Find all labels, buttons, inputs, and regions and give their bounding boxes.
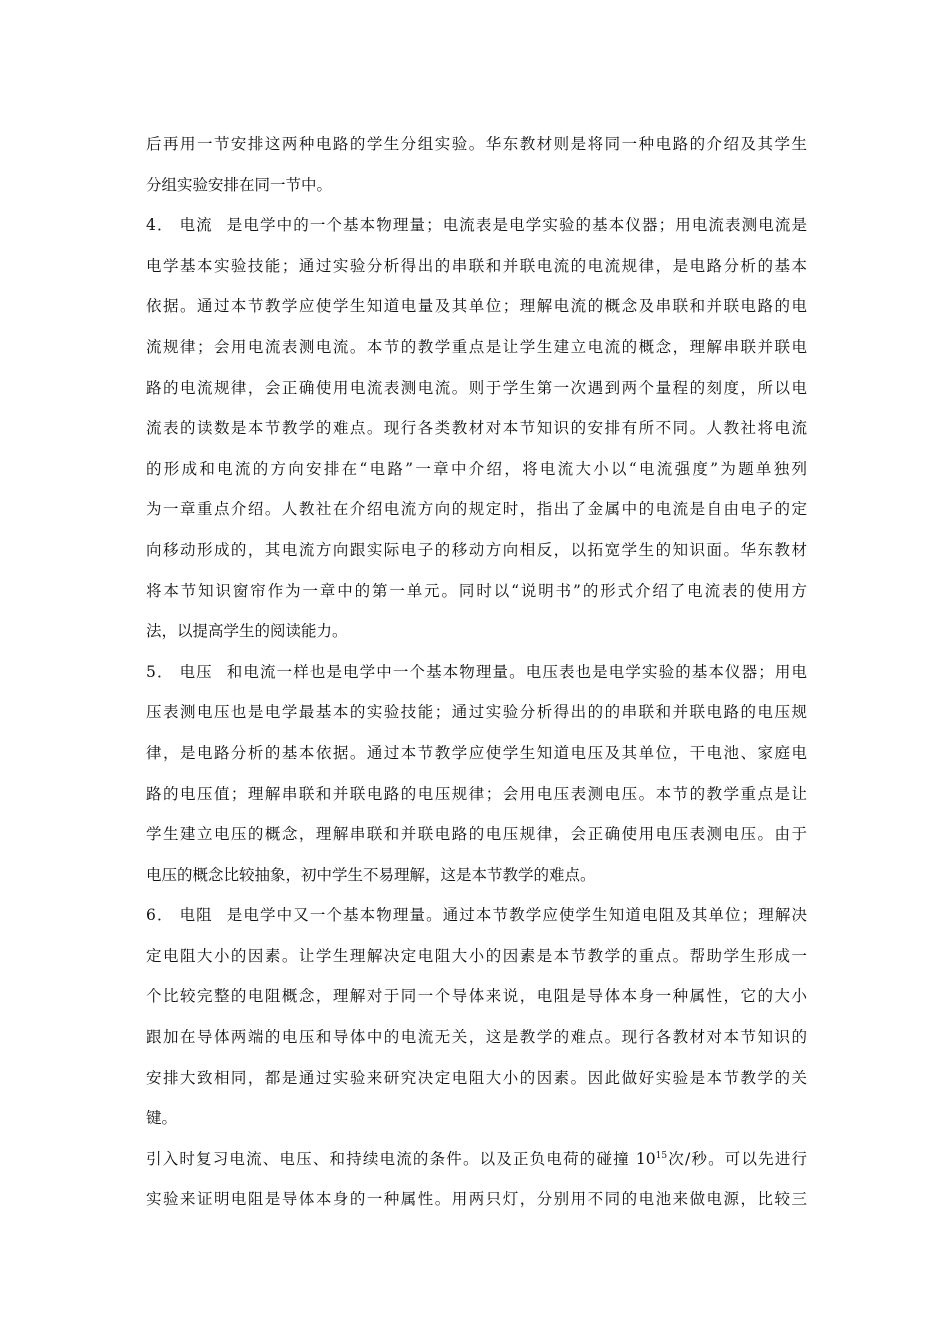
text-line: 为一章重点介绍。人教社在介绍电流方向的规定时，指出了金属中的电流是自由电子的定 xyxy=(146,500,807,519)
text-line: 个比较完整的电阻概念，理解对于同一个导体来说，电阻是导体本身一种属性，它的大小 xyxy=(146,987,807,1006)
text-line: 流表的读数是本节教学的难点。现行各类教材对本节知识的安排有所不同。人教社将电流 xyxy=(146,419,807,438)
text-line: 电学基本实验技能；通过实验分析得出的串联和并联电流的电流规律，是电路分析的基本 xyxy=(146,256,807,275)
text-line xyxy=(146,1139,807,1180)
section-number: 5． xyxy=(146,662,174,681)
text-segment: 次/秒。可以先进行 xyxy=(667,1149,807,1168)
section-text: 和电流一样也是电学中一个基本物理量。电压表也是电学实验的基本仪器；用电 xyxy=(226,662,807,681)
superscript-exponent: 15 xyxy=(655,1150,668,1161)
section-number: 6． xyxy=(146,906,174,925)
text-line: 后再用一节安排这两种电路的学生分组实验。华东教材则是将同一种电路的介绍及其学生 xyxy=(146,135,807,153)
section-text: 是电学中的一个基本物理量；电流表是电学实验的基本仪器；用电流表测电流是 xyxy=(226,216,807,235)
text-line xyxy=(146,205,807,246)
text-segment: 引入时复习电流、电压、和持续电流的条件。以及正负电荷的碰撞 10 xyxy=(146,1149,656,1168)
section-term: 电流 xyxy=(179,216,213,235)
section-resistance xyxy=(146,895,807,1139)
section-number: 4． xyxy=(146,216,174,235)
paragraph-introduction-review xyxy=(146,1139,807,1220)
text-line: 法，以提高学生的阅读能力。 xyxy=(146,622,348,641)
text-line: 实验来证明电阻是导体本身的一种属性。用两只灯，分别用不同的电池来做电源，比较三 xyxy=(146,1190,807,1209)
text-line: 路的电流规律，会正确使用电流表测电流。则于学生第一次遇到两个量程的刻度，所以电 xyxy=(146,378,807,397)
text-line: 安排大致相同，都是通过实验来研究决定电阻大小的因素。因此做好实验是本节教学的关 xyxy=(146,1068,807,1087)
text-line: 跟加在导体两端的电压和导体中的电流无关，这是教学的难点。现行各教材对本节知识的 xyxy=(146,1028,807,1047)
section-current xyxy=(146,205,807,652)
section-term: 电压 xyxy=(179,662,213,681)
text-line: 依据。通过本节教学应使学生知道电量及其单位；理解电流的概念及串联和并联电路的电 xyxy=(146,297,807,316)
text-line: 学生建立电压的概念，理解串联和并联电路的电压规律，会正确使用电压表测电压。由于 xyxy=(146,825,807,844)
text-line: 定电阻大小的因素。让学生理解决定电阻大小的因素是本节教学的重点。帮助学生形成一 xyxy=(146,946,807,965)
text-line: 压表测电压也是电学最基本的实验技能；通过实验分析得出的的串联和并联电路的电压规 xyxy=(146,703,807,722)
text-line: 律，是电路分析的基本依据。通过本节教学应使学生知道电压及其单位，干电池、家庭电 xyxy=(146,743,807,762)
text-line: 将本节知识窗帘作为一章中的第一单元。同时以“说明书”的形式介绍了电流表的使用方 xyxy=(146,581,807,600)
text-line: 的形成和电流的方向安排在“电路”一章中介绍，将电流大小以“电流强度”为题单独列 xyxy=(146,459,807,478)
text-line: 键。 xyxy=(146,1109,178,1128)
paragraph-intro-continuation xyxy=(146,124,807,205)
text-line: 向移动形成的，其电流方向跟实际电子的移动方向相反，以拓宽学生的知识面。华东教材 xyxy=(146,540,807,559)
text-line: 流规律；会用电流表测电流。本节的教学重点是让学生建立电流的概念，理解串联并联电 xyxy=(146,337,807,356)
section-term: 电阻 xyxy=(179,906,213,925)
text-line xyxy=(146,895,807,936)
section-text: 是电学中又一个基本物理量。通过本节教学应使学生知道电阻及其单位；理解决 xyxy=(226,906,807,925)
text-line xyxy=(146,652,807,693)
text-line: 电压的概念比较抽象，初中学生不易理解，这是本节教学的难点。 xyxy=(146,865,596,884)
text-line: 路的电压值；理解串联和并联电路的电压规律；会用电压表测电压。本节的教学重点是让 xyxy=(146,784,807,803)
section-voltage xyxy=(146,652,807,896)
document-body xyxy=(146,124,807,1220)
text-line: 分组实验安排在同一节中。 xyxy=(146,175,333,194)
